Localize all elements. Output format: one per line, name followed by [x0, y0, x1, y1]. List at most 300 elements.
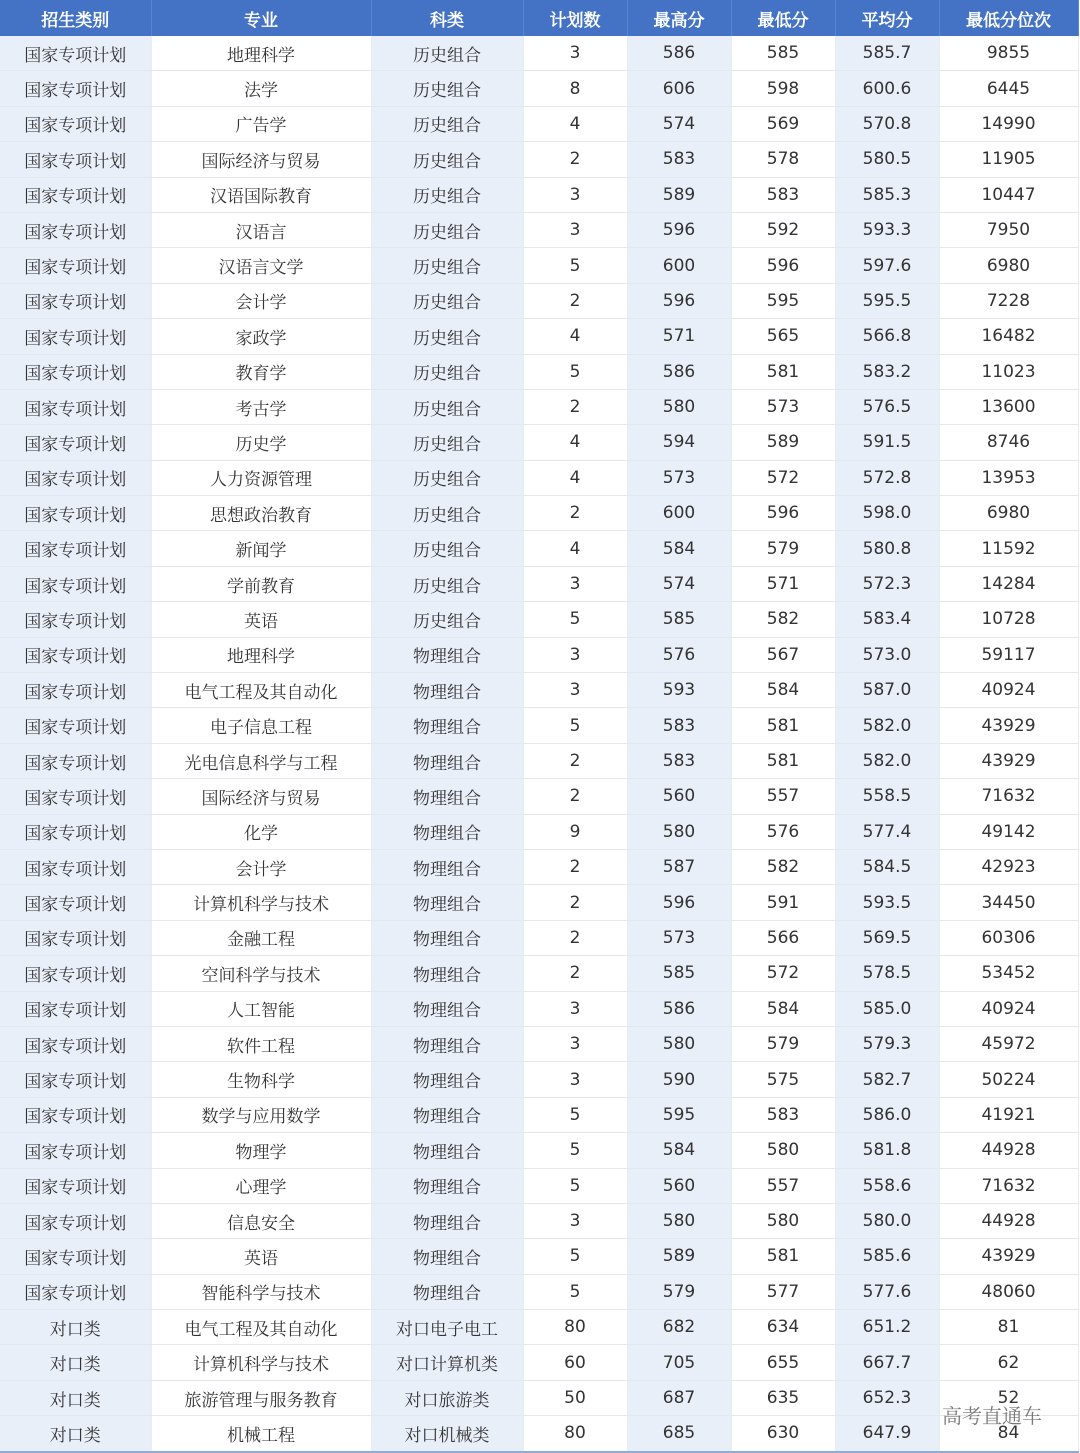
cell-min-score-rank: 16482 [939, 319, 1078, 354]
watermark-text: 高考直通车 [942, 1404, 1042, 1428]
table-row [0, 849, 1078, 884]
table-row [0, 1062, 1078, 1097]
cell-subject-group: 历史组合 [371, 460, 523, 495]
cell-plan-count: 5 [523, 354, 627, 389]
table-row [0, 885, 1078, 920]
cell-plan-count: 80 [523, 1416, 627, 1452]
table-row [0, 1203, 1078, 1238]
cell-major: 教育学 [151, 354, 371, 389]
cell-admission-category: 国家专项计划 [0, 71, 151, 106]
cell-min-score-rank: 13953 [939, 460, 1078, 495]
cell-plan-count: 2 [523, 142, 627, 177]
cell-min-score-rank: 8746 [939, 425, 1078, 460]
cell-major: 思想政治教育 [151, 496, 371, 531]
table-row [0, 283, 1078, 318]
cell-major: 考古学 [151, 389, 371, 424]
cell-min-score: 583 [731, 177, 835, 212]
cell-min-score-rank: 11023 [939, 354, 1078, 389]
cell-min-score-rank: 14990 [939, 106, 1078, 141]
cell-admission-category: 国家专项计划 [0, 460, 151, 495]
cell-avg-score: 586.0 [835, 1097, 939, 1132]
cell-subject-group: 物理组合 [371, 1062, 523, 1097]
cell-min-score: 580 [731, 1203, 835, 1238]
cell-admission-category: 国家专项计划 [0, 1203, 151, 1238]
cell-plan-count: 50 [523, 1380, 627, 1415]
table-row [0, 71, 1078, 106]
cell-plan-count: 2 [523, 920, 627, 955]
cell-subject-group: 历史组合 [371, 354, 523, 389]
cell-avg-score: 582.0 [835, 743, 939, 778]
cell-min-score-rank: 11592 [939, 531, 1078, 566]
cell-min-score: 582 [731, 602, 835, 637]
cell-major: 智能科学与技术 [151, 1274, 371, 1309]
cell-subject-group: 物理组合 [371, 1097, 523, 1132]
cell-min-score-rank: 9855 [939, 36, 1078, 71]
cell-avg-score: 585.0 [835, 991, 939, 1026]
cell-max-score: 580 [627, 1026, 731, 1061]
cell-major: 电气工程及其自动化 [151, 1310, 371, 1345]
cell-subject-group: 历史组合 [371, 566, 523, 601]
table-row [0, 814, 1078, 849]
table-row [0, 142, 1078, 177]
cell-avg-score: 593.3 [835, 212, 939, 247]
table-row [0, 212, 1078, 247]
cell-plan-count: 3 [523, 566, 627, 601]
cell-min-score-rank: 34450 [939, 885, 1078, 920]
cell-major: 新闻学 [151, 531, 371, 566]
cell-plan-count: 4 [523, 319, 627, 354]
cell-avg-score: 558.6 [835, 1168, 939, 1203]
cell-subject-group: 历史组合 [371, 142, 523, 177]
cell-min-score-rank: 84 [939, 1416, 1078, 1452]
cell-plan-count: 5 [523, 248, 627, 283]
cell-min-score-rank: 43929 [939, 708, 1078, 743]
cell-min-score-rank: 11905 [939, 142, 1078, 177]
cell-plan-count: 4 [523, 460, 627, 495]
cell-admission-category: 国家专项计划 [0, 425, 151, 460]
cell-max-score: 571 [627, 319, 731, 354]
cell-admission-category: 国家专项计划 [0, 248, 151, 283]
table-row [0, 1133, 1078, 1168]
cell-max-score: 580 [627, 814, 731, 849]
cell-avg-score: 667.7 [835, 1345, 939, 1380]
cell-max-score: 687 [627, 1380, 731, 1415]
cell-min-score-rank: 62 [939, 1345, 1078, 1380]
cell-plan-count: 2 [523, 956, 627, 991]
cell-admission-category: 对口类 [0, 1310, 151, 1345]
table-row [0, 1026, 1078, 1061]
column-header-min-score: 最低分 [731, 0, 835, 36]
cell-min-score: 569 [731, 106, 835, 141]
cell-max-score: 705 [627, 1345, 731, 1380]
cell-min-score-rank: 6445 [939, 71, 1078, 106]
cell-subject-group: 历史组合 [371, 71, 523, 106]
cell-min-score: 583 [731, 1097, 835, 1132]
cell-max-score: 584 [627, 1133, 731, 1168]
cell-major: 生物科学 [151, 1062, 371, 1097]
cell-admission-category: 国家专项计划 [0, 1274, 151, 1309]
cell-avg-score: 582.0 [835, 708, 939, 743]
cell-admission-category: 国家专项计划 [0, 496, 151, 531]
cell-plan-count: 3 [523, 637, 627, 672]
cell-avg-score: 572.8 [835, 460, 939, 495]
cell-subject-group: 物理组合 [371, 920, 523, 955]
table-body [0, 36, 1078, 1452]
table-row [0, 602, 1078, 637]
cell-max-score: 589 [627, 177, 731, 212]
table-row [0, 425, 1078, 460]
cell-min-score-rank: 71632 [939, 779, 1078, 814]
cell-min-score-rank: 13600 [939, 389, 1078, 424]
cell-major: 电气工程及其自动化 [151, 673, 371, 708]
cell-plan-count: 5 [523, 1168, 627, 1203]
cell-plan-count: 5 [523, 708, 627, 743]
table-row [0, 743, 1078, 778]
cell-major: 历史学 [151, 425, 371, 460]
cell-avg-score: 652.3 [835, 1380, 939, 1415]
cell-subject-group: 物理组合 [371, 637, 523, 672]
table-row [0, 991, 1078, 1026]
cell-subject-group: 对口计算机类 [371, 1345, 523, 1380]
cell-min-score: 575 [731, 1062, 835, 1097]
cell-admission-category: 国家专项计划 [0, 849, 151, 884]
cell-avg-score: 577.4 [835, 814, 939, 849]
cell-subject-group: 物理组合 [371, 1274, 523, 1309]
table-row [0, 1274, 1078, 1309]
cell-plan-count: 3 [523, 991, 627, 1026]
cell-subject-group: 物理组合 [371, 814, 523, 849]
cell-avg-score: 569.5 [835, 920, 939, 955]
cell-admission-category: 国家专项计划 [0, 1026, 151, 1061]
cell-subject-group: 历史组合 [371, 425, 523, 460]
cell-max-score: 596 [627, 212, 731, 247]
cell-min-score: 630 [731, 1416, 835, 1452]
cell-major: 空间科学与技术 [151, 956, 371, 991]
cell-subject-group: 物理组合 [371, 1026, 523, 1061]
cell-max-score: 584 [627, 531, 731, 566]
cell-avg-score: 583.4 [835, 602, 939, 637]
cell-min-score: 581 [731, 743, 835, 778]
table-row [0, 496, 1078, 531]
cell-max-score: 600 [627, 248, 731, 283]
table-row [0, 1416, 1078, 1452]
cell-admission-category: 国家专项计划 [0, 637, 151, 672]
table-row [0, 1097, 1078, 1132]
cell-min-score: 565 [731, 319, 835, 354]
cell-plan-count: 2 [523, 496, 627, 531]
cell-max-score: 594 [627, 425, 731, 460]
cell-min-score: 581 [731, 708, 835, 743]
cell-subject-group: 历史组合 [371, 319, 523, 354]
cell-max-score: 573 [627, 920, 731, 955]
cell-admission-category: 国家专项计划 [0, 1062, 151, 1097]
cell-admission-category: 对口类 [0, 1380, 151, 1415]
cell-major: 国际经济与贸易 [151, 142, 371, 177]
cell-min-score-rank: 43929 [939, 743, 1078, 778]
cell-max-score: 600 [627, 496, 731, 531]
cell-min-score: 655 [731, 1345, 835, 1380]
cell-major: 英语 [151, 1239, 371, 1274]
cell-min-score: 589 [731, 425, 835, 460]
cell-max-score: 580 [627, 1203, 731, 1238]
cell-min-score-rank: 81 [939, 1310, 1078, 1345]
cell-avg-score: 579.3 [835, 1026, 939, 1061]
cell-subject-group: 历史组合 [371, 602, 523, 637]
cell-min-score: 573 [731, 389, 835, 424]
cell-subject-group: 对口电子电工 [371, 1310, 523, 1345]
cell-admission-category: 国家专项计划 [0, 956, 151, 991]
cell-max-score: 583 [627, 708, 731, 743]
cell-max-score: 585 [627, 602, 731, 637]
cell-max-score: 682 [627, 1310, 731, 1345]
cell-plan-count: 2 [523, 849, 627, 884]
cell-max-score: 685 [627, 1416, 731, 1452]
cell-avg-score: 580.0 [835, 1203, 939, 1238]
cell-min-score: 584 [731, 991, 835, 1026]
cell-subject-group: 物理组合 [371, 956, 523, 991]
cell-admission-category: 国家专项计划 [0, 673, 151, 708]
column-header-subject-group: 科类 [371, 0, 523, 36]
cell-min-score-rank: 10728 [939, 602, 1078, 637]
cell-avg-score: 647.9 [835, 1416, 939, 1452]
cell-admission-category: 国家专项计划 [0, 106, 151, 141]
cell-avg-score: 585.7 [835, 36, 939, 71]
table-row [0, 460, 1078, 495]
cell-subject-group: 对口机械类 [371, 1416, 523, 1452]
cell-major: 学前教育 [151, 566, 371, 601]
cell-major: 英语 [151, 602, 371, 637]
cell-min-score-rank: 6980 [939, 248, 1078, 283]
cell-subject-group: 物理组合 [371, 991, 523, 1026]
cell-admission-category: 国家专项计划 [0, 283, 151, 318]
cell-avg-score: 595.5 [835, 283, 939, 318]
cell-min-score: 585 [731, 36, 835, 71]
cell-max-score: 586 [627, 354, 731, 389]
cell-subject-group: 历史组合 [371, 531, 523, 566]
cell-min-score-rank: 14284 [939, 566, 1078, 601]
cell-avg-score: 597.6 [835, 248, 939, 283]
cell-plan-count: 8 [523, 71, 627, 106]
cell-max-score: 573 [627, 460, 731, 495]
cell-min-score-rank: 60306 [939, 920, 1078, 955]
table-row [0, 389, 1078, 424]
cell-plan-count: 60 [523, 1345, 627, 1380]
cell-admission-category: 对口类 [0, 1345, 151, 1380]
cell-major: 国际经济与贸易 [151, 779, 371, 814]
column-header-max-score: 最高分 [627, 0, 731, 36]
cell-major: 会计学 [151, 849, 371, 884]
cell-admission-category: 国家专项计划 [0, 389, 151, 424]
cell-min-score: 571 [731, 566, 835, 601]
cell-min-score: 557 [731, 1168, 835, 1203]
cell-subject-group: 物理组合 [371, 1168, 523, 1203]
cell-avg-score: 570.8 [835, 106, 939, 141]
cell-admission-category: 国家专项计划 [0, 1239, 151, 1274]
cell-avg-score: 600.6 [835, 71, 939, 106]
cell-plan-count: 3 [523, 177, 627, 212]
cell-subject-group: 对口旅游类 [371, 1380, 523, 1415]
cell-admission-category: 国家专项计划 [0, 602, 151, 637]
cell-admission-category: 国家专项计划 [0, 708, 151, 743]
column-header-admission-category: 招生类别 [0, 0, 151, 36]
cell-admission-category: 国家专项计划 [0, 531, 151, 566]
cell-min-score-rank: 41921 [939, 1097, 1078, 1132]
cell-avg-score: 580.8 [835, 531, 939, 566]
cell-plan-count: 2 [523, 389, 627, 424]
cell-max-score: 596 [627, 283, 731, 318]
cell-min-score: 566 [731, 920, 835, 955]
cell-major: 软件工程 [151, 1026, 371, 1061]
cell-plan-count: 2 [523, 885, 627, 920]
cell-plan-count: 2 [523, 283, 627, 318]
cell-major: 光电信息科学与工程 [151, 743, 371, 778]
cell-avg-score: 577.6 [835, 1274, 939, 1309]
table-row [0, 248, 1078, 283]
cell-subject-group: 物理组合 [371, 885, 523, 920]
cell-admission-category: 国家专项计划 [0, 354, 151, 389]
table-row [0, 1380, 1078, 1415]
cell-subject-group: 物理组合 [371, 1133, 523, 1168]
cell-min-score-rank: 7950 [939, 212, 1078, 247]
cell-plan-count: 5 [523, 1274, 627, 1309]
cell-min-score-rank: 48060 [939, 1274, 1078, 1309]
cell-admission-category: 国家专项计划 [0, 779, 151, 814]
cell-major: 法学 [151, 71, 371, 106]
cell-subject-group: 历史组合 [371, 283, 523, 318]
cell-avg-score: 585.6 [835, 1239, 939, 1274]
cell-major: 地理科学 [151, 36, 371, 71]
cell-subject-group: 历史组合 [371, 248, 523, 283]
table-row [0, 956, 1078, 991]
cell-admission-category: 国家专项计划 [0, 991, 151, 1026]
table-row [0, 779, 1078, 814]
cell-min-score: 596 [731, 248, 835, 283]
cell-admission-category: 国家专项计划 [0, 1168, 151, 1203]
cell-min-score-rank: 52 [939, 1380, 1078, 1415]
cell-subject-group: 历史组合 [371, 212, 523, 247]
cell-major: 化学 [151, 814, 371, 849]
cell-plan-count: 4 [523, 425, 627, 460]
cell-admission-category: 国家专项计划 [0, 743, 151, 778]
cell-max-score: 579 [627, 1274, 731, 1309]
cell-min-score: 578 [731, 142, 835, 177]
cell-major: 信息安全 [151, 1203, 371, 1238]
cell-min-score: 598 [731, 71, 835, 106]
cell-max-score: 574 [627, 566, 731, 601]
cell-avg-score: 591.5 [835, 425, 939, 460]
cell-admission-category: 国家专项计划 [0, 212, 151, 247]
cell-major: 物理学 [151, 1133, 371, 1168]
cell-plan-count: 5 [523, 1133, 627, 1168]
cell-min-score: 591 [731, 885, 835, 920]
cell-major: 电子信息工程 [151, 708, 371, 743]
cell-admission-category: 国家专项计划 [0, 566, 151, 601]
cell-max-score: 585 [627, 956, 731, 991]
cell-major: 汉语国际教育 [151, 177, 371, 212]
cell-major: 金融工程 [151, 920, 371, 955]
cell-min-score-rank: 40924 [939, 673, 1078, 708]
cell-min-score: 581 [731, 354, 835, 389]
table-row [0, 920, 1078, 955]
cell-min-score: 579 [731, 531, 835, 566]
cell-admission-category: 国家专项计划 [0, 319, 151, 354]
cell-admission-category: 国家专项计划 [0, 1097, 151, 1132]
column-header-min-score-rank: 最低分位次 [939, 0, 1078, 36]
cell-min-score: 596 [731, 496, 835, 531]
cell-admission-category: 国家专项计划 [0, 920, 151, 955]
cell-max-score: 593 [627, 673, 731, 708]
cell-min-score: 580 [731, 1133, 835, 1168]
cell-plan-count: 2 [523, 743, 627, 778]
cell-max-score: 560 [627, 779, 731, 814]
cell-subject-group: 物理组合 [371, 1239, 523, 1274]
cell-subject-group: 物理组合 [371, 743, 523, 778]
cell-avg-score: 598.0 [835, 496, 939, 531]
table-row [0, 673, 1078, 708]
table-row [0, 1345, 1078, 1380]
cell-plan-count: 2 [523, 779, 627, 814]
cell-min-score: 567 [731, 637, 835, 672]
cell-plan-count: 3 [523, 36, 627, 71]
cell-plan-count: 3 [523, 673, 627, 708]
table-row [0, 177, 1078, 212]
cell-subject-group: 历史组合 [371, 496, 523, 531]
cell-avg-score: 593.5 [835, 885, 939, 920]
cell-min-score: 584 [731, 673, 835, 708]
cell-avg-score: 585.3 [835, 177, 939, 212]
cell-avg-score: 584.5 [835, 849, 939, 884]
header-row [0, 0, 1078, 36]
cell-major: 广告学 [151, 106, 371, 141]
cell-avg-score: 582.7 [835, 1062, 939, 1097]
table-row [0, 1239, 1078, 1274]
cell-max-score: 606 [627, 71, 731, 106]
cell-major: 计算机科学与技术 [151, 1345, 371, 1380]
cell-min-score: 634 [731, 1310, 835, 1345]
cell-plan-count: 5 [523, 1239, 627, 1274]
cell-max-score: 596 [627, 885, 731, 920]
table-row [0, 566, 1078, 601]
cell-major: 汉语言文学 [151, 248, 371, 283]
cell-min-score-rank: 7228 [939, 283, 1078, 318]
cell-admission-category: 国家专项计划 [0, 885, 151, 920]
cell-plan-count: 5 [523, 1097, 627, 1132]
cell-major: 旅游管理与服务教育 [151, 1380, 371, 1415]
cell-min-score-rank: 45972 [939, 1026, 1078, 1061]
cell-avg-score: 580.5 [835, 142, 939, 177]
cell-subject-group: 物理组合 [371, 673, 523, 708]
cell-avg-score: 558.5 [835, 779, 939, 814]
table-row [0, 637, 1078, 672]
cell-max-score: 590 [627, 1062, 731, 1097]
cell-major: 家政学 [151, 319, 371, 354]
cell-min-score-rank: 59117 [939, 637, 1078, 672]
table-row [0, 1168, 1078, 1203]
cell-admission-category: 国家专项计划 [0, 177, 151, 212]
cell-min-score: 577 [731, 1274, 835, 1309]
cell-major: 计算机科学与技术 [151, 885, 371, 920]
cell-admission-category: 国家专项计划 [0, 36, 151, 71]
cell-min-score-rank: 42923 [939, 849, 1078, 884]
cell-major: 机械工程 [151, 1416, 371, 1452]
cell-min-score-rank: 6980 [939, 496, 1078, 531]
cell-min-score-rank: 53452 [939, 956, 1078, 991]
cell-avg-score: 578.5 [835, 956, 939, 991]
cell-max-score: 595 [627, 1097, 731, 1132]
cell-major: 数学与应用数学 [151, 1097, 371, 1132]
cell-min-score-rank: 71632 [939, 1168, 1078, 1203]
table-row [0, 106, 1078, 141]
